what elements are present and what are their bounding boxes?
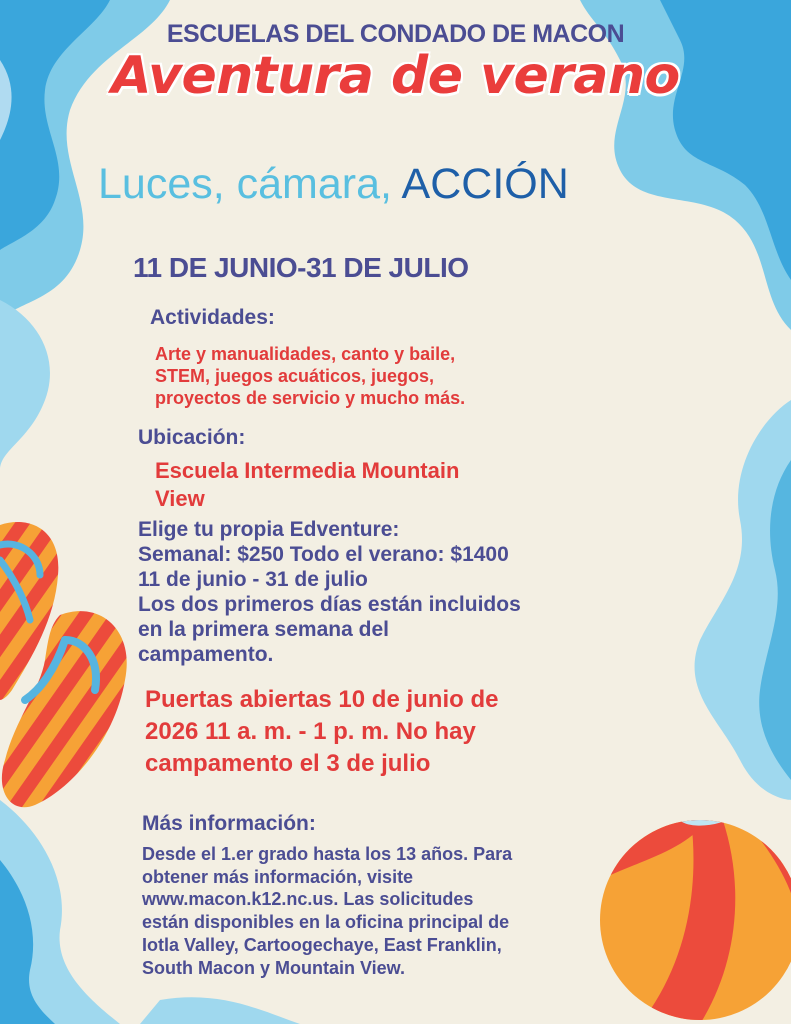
- open-house-line: Puertas abiertas 10 de junio de: [145, 686, 499, 713]
- edventure-line: Los dos primeros días están incluidos: [138, 593, 521, 616]
- open-house-line: campamento el 3 de julio: [145, 750, 431, 777]
- edventure-section: [138, 517, 658, 667]
- activities-text: [155, 343, 575, 409]
- tagline: [98, 160, 569, 209]
- activities-heading: Actividades:: [150, 306, 275, 329]
- location-line: Escuela Intermedia Mountain: [155, 458, 460, 483]
- more-info-line: Iotla Valley, Cartoogechaye, East Franklin,: [142, 934, 502, 955]
- camp-dates: 11 DE JUNIO-31 DE JULIO: [133, 252, 469, 283]
- page-title: Aventura de verano: [111, 46, 680, 106]
- location-text: [155, 457, 555, 513]
- edventure-line: campamento.: [138, 643, 274, 666]
- more-info-line: www.macon.k12.nc.us. Las solicitudes: [142, 889, 474, 910]
- more-info-heading: Más información:: [142, 812, 316, 835]
- edventure-line: en la primera semana del: [138, 618, 389, 641]
- beach-ball-icon: [600, 797, 791, 1024]
- flip-flops-icon: [0, 522, 127, 807]
- activities-line: proyectos de servicio y mucho más.: [155, 388, 466, 408]
- edventure-line: 11 de junio - 31 de julio: [138, 568, 368, 591]
- edventure-line: Elige tu propia Edventure:: [138, 518, 400, 541]
- activities-line: Arte y manualidades, canto y baile,: [155, 344, 456, 364]
- more-info-line: están disponibles en la oficina principal de: [142, 912, 510, 933]
- open-house-notice: [145, 684, 605, 780]
- more-info-line: South Macon y Mountain View.: [142, 957, 406, 978]
- tagline-part-2: ACCIÓN: [401, 160, 569, 208]
- location-heading: Ubicación:: [138, 426, 246, 449]
- open-house-line: 2026 11 a. m. - 1 p. m. No hay: [145, 718, 476, 745]
- tagline-part-1: Luces, cámara,: [98, 160, 402, 208]
- location-line: View: [155, 486, 205, 511]
- more-info-text: [142, 843, 612, 979]
- district-name: ESCUELAS DEL CONDADO DE MACON: [166, 20, 625, 48]
- edventure-line: Semanal: $250 Todo el verano: $1400: [138, 543, 509, 566]
- more-info-line: obtener más información, visite: [142, 866, 414, 887]
- activities-line: STEM, juegos acuáticos, juegos,: [155, 366, 435, 386]
- more-info-line: Desde el 1.er grado hasta los 13 años. Para: [142, 844, 513, 864]
